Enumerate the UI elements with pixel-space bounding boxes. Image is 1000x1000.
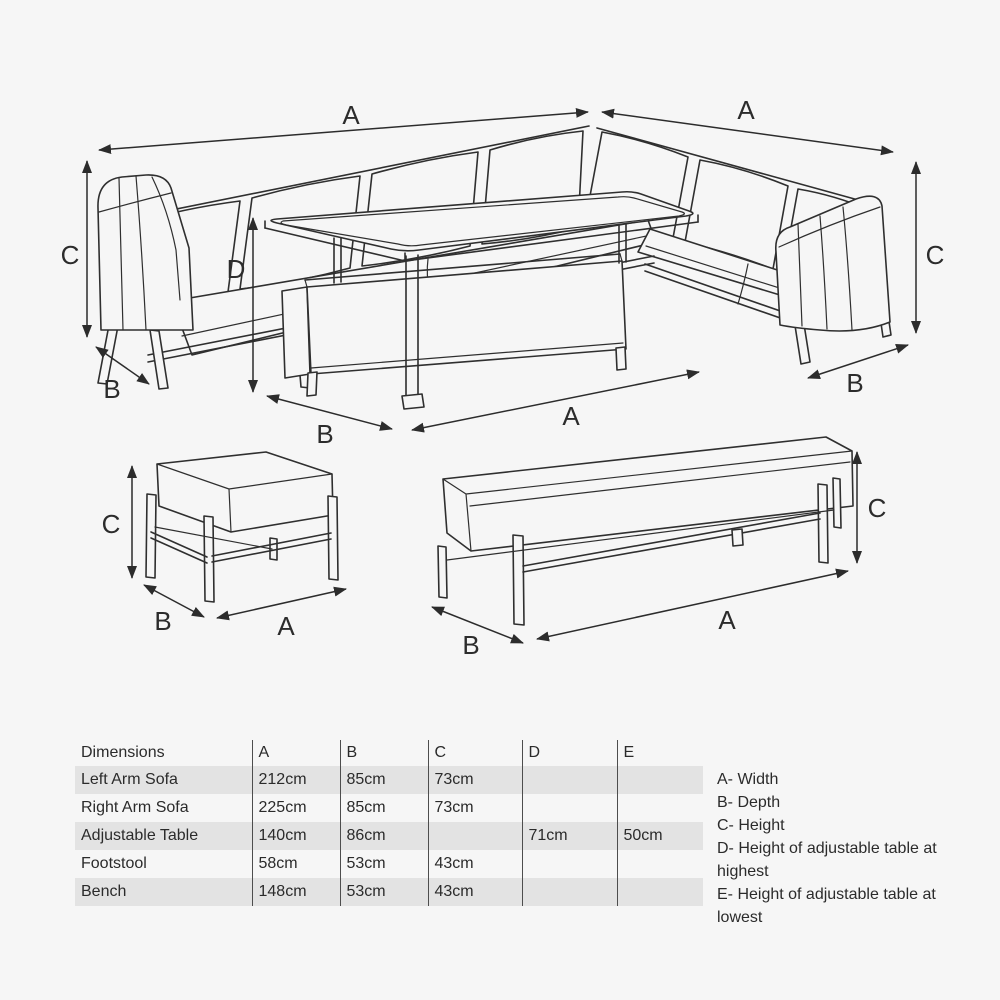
bench-leg: [818, 484, 828, 563]
footstool-cushion: [157, 452, 333, 532]
table-foot: [402, 394, 424, 409]
dim-label-depth: B: [462, 630, 480, 660]
spec-table: [75, 740, 703, 906]
value-c: [428, 822, 522, 850]
footstool-illustration: [146, 452, 338, 602]
dim-arrow-bench-width: [537, 571, 848, 639]
dim-label-depth: B: [316, 419, 334, 449]
value-a: 212cm: [252, 766, 340, 794]
item-name: Footstool: [81, 855, 147, 872]
bench-illustration: [438, 437, 853, 625]
item-name: Left Arm Sofa: [81, 771, 178, 788]
dim-label-height: C: [867, 493, 887, 523]
value-a: 58cm: [252, 850, 340, 878]
dim-label-height: C: [925, 240, 945, 270]
value-d: [522, 794, 617, 822]
footstool-leg: [328, 496, 338, 580]
table-row: [75, 878, 703, 906]
footstool-leg: [146, 494, 156, 578]
sofa-left-arm: [98, 175, 193, 330]
table-row: [75, 766, 703, 794]
dim-label-width: A: [342, 100, 360, 130]
col-header-d: D: [522, 740, 617, 766]
dim-label-height: C: [60, 240, 80, 270]
value-b: 85cm: [340, 794, 428, 822]
value-a: 225cm: [252, 794, 340, 822]
value-b: 53cm: [340, 878, 428, 906]
value-c: 43cm: [428, 878, 522, 906]
col-header-dimensions: Dimensions: [81, 744, 165, 761]
col-header-e: E: [617, 740, 703, 766]
value-b: 53cm: [340, 850, 428, 878]
dim-label-width: A: [718, 605, 736, 635]
bench-leg: [438, 546, 447, 598]
value-c: 73cm: [428, 766, 522, 794]
dim-label-depth: B: [103, 374, 121, 404]
value-e: 50cm: [617, 822, 703, 850]
dim-label-depth: B: [846, 368, 864, 398]
table-row: [75, 850, 703, 878]
table-row: [75, 794, 703, 822]
bench-leg: [833, 478, 841, 528]
dim-label-adjustable-height: D: [226, 254, 246, 284]
table-row: [75, 822, 703, 850]
value-c: 73cm: [428, 794, 522, 822]
sofa-leg: [150, 330, 168, 389]
bench-leg: [513, 535, 524, 625]
footstool-leg: [204, 516, 214, 602]
dim-arrow-footstool-depth: [144, 585, 204, 617]
legend-item: D- Height of adjustable table at highest: [717, 840, 937, 880]
spec-table-header-row: [75, 740, 703, 766]
table-foot: [616, 347, 626, 370]
value-a: 140cm: [252, 822, 340, 850]
value-a: 148cm: [252, 878, 340, 906]
value-d: [522, 766, 617, 794]
item-name: Adjustable Table: [81, 827, 199, 844]
legend-item: A- Width: [717, 771, 779, 788]
value-d: [522, 850, 617, 878]
item-name: Right Arm Sofa: [81, 799, 189, 816]
dim-label-width: A: [737, 95, 755, 125]
table-base-side: [282, 287, 310, 378]
value-e: [617, 766, 703, 794]
value-b: 86cm: [340, 822, 428, 850]
dim-arrow-table-width: [412, 372, 699, 430]
dim-label-width: A: [562, 401, 580, 431]
footstool-rail: [151, 532, 207, 563]
legend-item: C- Height: [717, 817, 785, 834]
value-d: [522, 878, 617, 906]
col-header-b: B: [340, 740, 428, 766]
col-header-c: C: [428, 740, 522, 766]
legend-item: E- Height of adjustable table at lowest: [717, 886, 936, 926]
col-header-a: A: [252, 740, 340, 766]
value-e: [617, 794, 703, 822]
dimension-key: [717, 768, 950, 929]
legend-item: B- Depth: [717, 794, 781, 811]
dim-label-height: C: [101, 509, 121, 539]
value-e: [617, 878, 703, 906]
value-c: 43cm: [428, 850, 522, 878]
value-b: 85cm: [340, 766, 428, 794]
value-e: [617, 850, 703, 878]
dim-label-depth: B: [154, 606, 172, 636]
table-foot: [307, 372, 317, 396]
value-d: 71cm: [522, 822, 617, 850]
bench-rail-tab: [732, 529, 743, 546]
dim-label-width: A: [277, 611, 295, 641]
item-name: Bench: [81, 883, 127, 900]
